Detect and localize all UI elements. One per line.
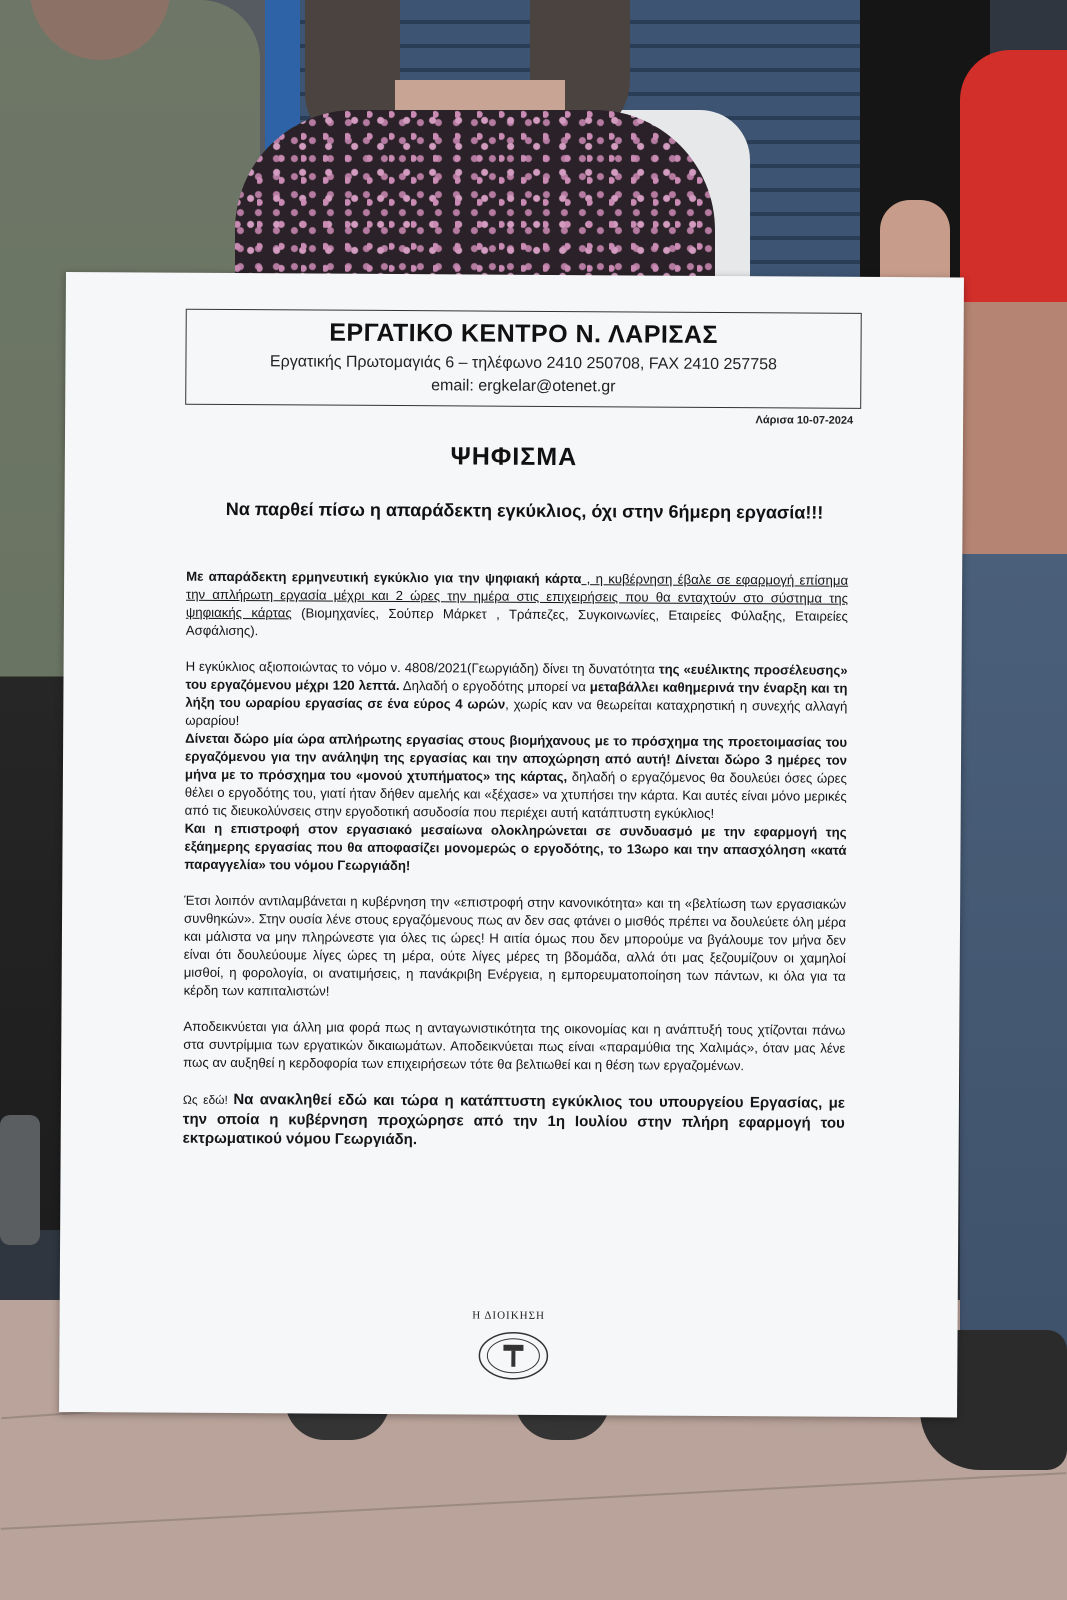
paragraph-2-h: Και η επιστροφή στον εργασιακό μεσαίωνα ολοκληρώνεται σε συνδυασμό με την εφαρμογή της εξάημερης εργασίας που θα αποφασίζει μονομερώς ο εργοδότης, το 13ωρο και την απασχόληση «κατά παραγγελία» του νόμου Γεωργιάδη! <box>184 820 847 874</box>
letterhead-box <box>185 309 862 409</box>
paragraph-2-d: μεταβάλλει καθημερινά την έναρξη και τη λήξη του ωραρίου εργασίας σε ένα εύρος 4 ωρών <box>185 679 848 712</box>
person-right-red-shirt <box>960 50 1067 1450</box>
document-subtitle: Να παρθεί πίσω η απαράδεκτη εγκύκλιος, όχι στην 6ήμερη εργασία!!! <box>225 498 824 523</box>
paragraph-5-demand: Να ανακληθεί εδώ και τώρα η κατάπτυστη εγκύκλιος του υπουργείου Εργασίας, με την οποία η κυβέρνηση προχώρησε από την 1η Ιουλίου στην πλήρη εφαρμογή του εκτρωματικού νόμου Γεωργιάδη. <box>182 1091 845 1149</box>
paragraph-2-a: Η εγκύκλιος αξιοποιώντας το νόμο ν. 4808/2021(Γεωργιάδη) δίνει τη δυνατότητα <box>185 658 659 677</box>
paragraph-1-rest: (Βιομηχανίες, Σούπερ Μάρκετ , Τράπεζες, Συγκοινωνίες, Εταιρείες Φύλαξης, Εταιρείες Ασφάλισης). <box>185 605 848 639</box>
paragraph-2-f: Δίνεται δώρο μία ώρα απλήρωτης εργασίας στους βιομήχανους με το πρόσχημα της προετοιμασίας του εργαζόμενου για την ανάληψη της εργασίας και την αποχώρηση από αυτή! Δίνεται δώρο 3 ημέρες τον μήνα με το πρόσχημα του «μονού χτυπήματος» της κάρτας, <box>184 730 848 785</box>
paragraph-1 <box>186 568 848 644</box>
paragraph-2 <box>184 658 847 878</box>
paragraph-2-e: , χωρίς καν να θεωρείται καταχρηστική η συνεχής αλλαγή ωραρίου! <box>185 696 848 729</box>
organization-address: Εργατικής Πρωτομαγιάς 6 – τηλέφωνο 2410 250708, FAX 2410 257758 <box>269 353 777 374</box>
paragraph-4: Αποδεικνύεται για άλλη μια φορά πως η ανταγωνιστικότητα της οικονομίας και η ανάπτυξή τους χτίζονται πάνω στα συντρίμμια των εργατικών δικαιωμάτων. Αποδεικνύεται πως είναι «παραμύθια της Χαλιμάς», όταν μας λένε πως αν αυξηθεί η κερδοφορία των επιχειρήσεων τότε θα βελτιωθεί και η θέση των εργαζομένων. <box>183 1018 846 1074</box>
paragraph-1-underlined: , η κυβέρνηση έβαλε σε εφαρμογή επίσημα την απλήρωτη εργασία μέχρι και 2 ώρες την ημέρα στις επιχειρήσεις που θα ενταχτούν στο σύστημα της ψηφιακής κάρτας <box>185 571 849 621</box>
paragraph-3: Έτσι λοιπόν αντιλαμβάνεται η κυβέρνηση την «επιστροφή στην κανονικότητα» και τη «βελτίωση των εργασιακών συνθηκών». Στην ουσία λένε στους εργαζόμενους πως αν δεν σας φτάνει ο μισθός πρέπει να δουλεύετε όλη μέρα και μάλιστα να μην πληρώνεστε για όλες τις ώρες! Η αιτία όμως που δεν μπορούμε να βγάλουμε τον μήνα δεν είναι ότι δουλεύουμε λίγες ώρες τη μέρα, ούτε λίγες μέρες τη βδομάδα, αλλά ότι μας ξεζουμίζουν οι χαμηλοί μισθοί, η φορολογία, οι ανατιμήσεις, η πανάκριβη Ενέργεια, η εμπορευματοποίηση των πάντων, κι όλα για τα κέρδη των καπιταλιστών! <box>183 892 847 999</box>
organization-email: email: ergkelar@otenet.gr <box>431 377 616 396</box>
paragraph-2-c: Δηλαδή ο εργοδότης μπορεί να <box>399 678 590 695</box>
paragraph-1-bold: Με απαράδεκτη ερμηνευτική εγκύκλιο για την ψηφιακή κάρτα <box>186 568 582 587</box>
resolution-poster <box>59 272 964 1417</box>
person-left-shoe <box>0 1115 40 1245</box>
document-title: ΨΗΦΙΣΜΑ <box>450 442 578 472</box>
paragraph-2-g: δηλαδή ο εργαζόμενος θα δουλεύει όσες ώρες θέλει ο εργοδότης του, γιατί ήταν δήθεν αμελής και «ξέχασε» να χτυπήσει την κάρτα. Και αυτές είναι μόνο μερικές από τις διευκολύνσεις στην εργοδοτική ασυδοσία που περιέχει αυτή κατάπτυστη εγκύκλιος! <box>184 769 847 821</box>
signature-line: Η ΔΙΟΙΚΗΣΗ <box>472 1309 545 1322</box>
paragraph-2-b: της «ευέλικτης προσέλευσης» του εργαζόμενου μέχρι 120 λεπτά. <box>185 661 848 694</box>
union-seal-hammer-icon <box>477 1331 549 1381</box>
organization-name: ΕΡΓΑΤΙΚΟ ΚΕΝΤΡΟ Ν. ΛΑΡΙΣΑΣ <box>329 318 719 349</box>
document-date: Λάρισα 10-07-2024 <box>755 414 854 427</box>
paragraph-5 <box>183 1090 845 1152</box>
paragraph-5-lead: Ως εδώ! <box>182 1092 234 1108</box>
document-body <box>183 568 849 1170</box>
